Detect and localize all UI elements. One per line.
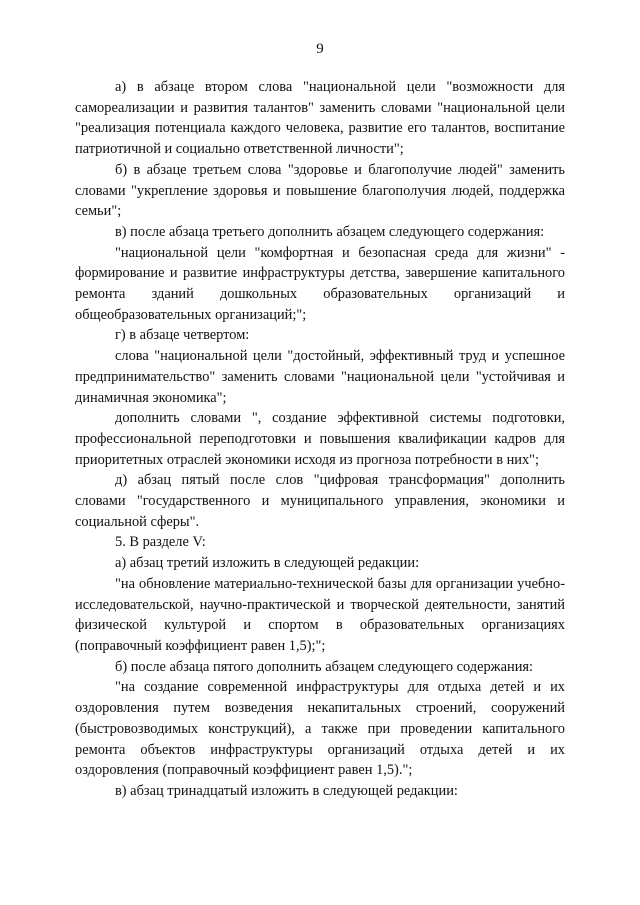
paragraph-b-after-fifth: б) после абзаца пятого дополнить абзацем следующего содержания: [115,658,534,675]
paragraph-add-words: дополнить словами ", создание эффективной системы подготовки, профессиональной переподготовки и повышения квалификации кадров для приоритетных отраслей экономики исходя из прогноза потребности в них"; [75,410,565,468]
paragraph-quote-comfortable-environment: "национальной цели "комфортная и безопасная среда для жизни" - формирование и развитие инфраструктуры детства, завершение капитального ремонта зданий дошкольных образовательных организаций и общеобразовательных организаций;"; [75,244,565,323]
paragraph-quote-material-base: "на обновление материально-технической базы для организации учебно-исследовательской, научно-практической и творческой деятельности, занятий физической культурой и спортом в образовательных организациях (поправочный коэффициент равен 1,5);"; [75,575,565,654]
paragraph-a-second: а) в абзаце втором слова "национальной цели "возможности для самореализации и развития талантов" заменить словами "национальной цели "реализация потенциала каждого человека, развитие его талантов, воспитание патриотичной и социально ответственной личности"; [75,79,565,158]
paragraph-v-after-third: в) после абзаца третьего дополнить абзацем следующего содержания: [115,223,545,240]
document-body [75,77,565,802]
paragraph-b-third: б) в абзаце третьем слова "здоровье и благополучие людей" заменить словами "укрепление здоровья и повышение благополучия людей, поддержка семьи"; [75,161,565,220]
paragraph-g-fourth: г) в абзаце четвертом: [115,327,250,344]
paragraph-v-thirteenth: в) абзац тринадцатый изложить в следующей редакции: [115,782,458,799]
paragraph-d-fifth: д) абзац пятый после слов "цифровая трансформация" дополнить словами "государственного и муниципального управления, экономики и социальной сферы". [75,472,565,530]
paragraph-section-v: 5. В разделе V: [115,534,206,551]
page-number: 9 [316,41,324,57]
paragraph-words-replace: слова "национальной цели "достойный, эффективный труд и успешное предпринимательство" заменить словами "национальной цели "устойчивая и динамичная экономика"; [75,348,565,406]
paragraph-quote-infrastructure: "на создание современной инфраструктуры для отдыха детей и их оздоровления путем возведения некапитальных строений, сооружений (быстровозводимых конструкций), а также при проведении капитального ремонта объектов инфраструктуры организаций отдыха детей и их оздоровления (поправочный коэффициент равен 1,5)."; [75,679,565,779]
paragraph-a-third-edit: а) абзац третий изложить в следующей редакции: [115,555,420,572]
